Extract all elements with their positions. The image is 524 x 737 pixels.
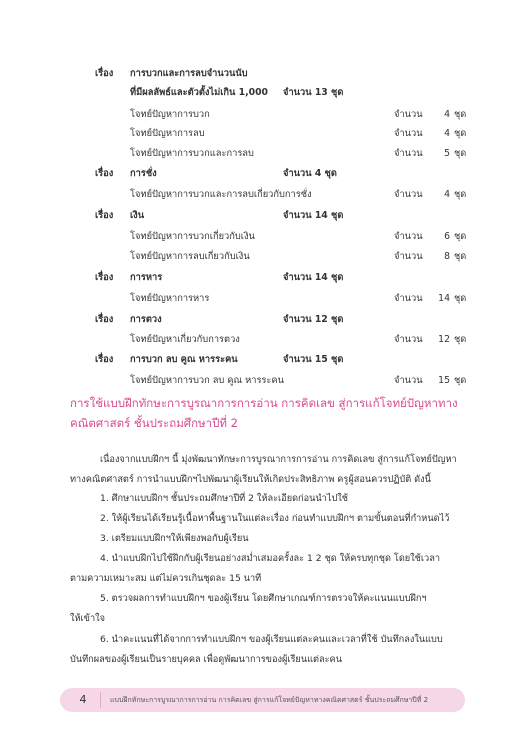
intro-paragraph-continued: ทางคณิตศาสตร์ การนำแบบฝึกฯไปพัฒนาผู้เรียนให้เกิดประสิทธิภาพ ครูผู้สอนควรปฏิบัติ ดังนี้ (70, 474, 431, 485)
item-count: จำนวน 15 ชุด (394, 375, 467, 386)
item-name: โจทย์ปัญหาการบวก (130, 109, 210, 120)
step-item: 1. ศึกษาแบบฝึกฯ ชั้นประถมศึกษาปีที่ 2 ให้ละเอียดก่อนนำไปใช้ (100, 493, 349, 504)
item-count: จำนวน 4 ชุด (394, 128, 467, 139)
step-item-continued: ให้เข้าใจ (70, 613, 105, 624)
footer-title: แบบฝึกทักษะการบูรณาการการอ่าน การคิดเลข สู่การแก้โจทย์ปัญหาทางคณิตศาสตร์ ชั้นประถมศึกษาปีที่ 2 (110, 696, 429, 704)
topic-count: จำนวน 13 ชุด (283, 87, 344, 98)
topic-count: จำนวน 12 ชุด (283, 314, 344, 325)
step-item: 6. นำคะแนนที่ได้จากการทำแบบฝึกฯ ของผู้เรียนแต่ละคนและเวลาที่ใช้ บันทึกลงในแบบ (100, 634, 443, 645)
topic-name: การชั่ง (130, 168, 157, 179)
item-name: โจทย์ปัญหาการบวกเกี่ยวกับเงิน (130, 231, 255, 242)
step-item-continued: บันทึกผลของผู้เรียนเป็นรายบุคคล เพื่อดูพัฒนาการของผู้เรียนแต่ละคน (70, 654, 342, 665)
item-name: โจทย์ปัญหาการบวกและการลบเกี่ยวกับการชั่ง (130, 189, 312, 200)
topic-count: จำนวน 14 ชุด (283, 272, 344, 283)
topic-label: เรื่อง (95, 68, 114, 79)
footer-divider (100, 692, 101, 708)
item-count: จำนวน 12 ชุด (394, 334, 467, 345)
item-count: จำนวน 4 ชุด (394, 189, 467, 200)
topic-name: เงิน (130, 210, 145, 221)
topic-label: เรื่อง (95, 272, 114, 283)
item-name: โจทย์ปัญหาการบวกและการลบ (130, 148, 254, 159)
step-item-continued: ตามความเหมาะสม แต่ไม่ควรเกินชุดละ 15 นาที (70, 573, 262, 584)
item-name: โจทย์ปัญหาเกี่ยวกับการตวง (130, 334, 240, 345)
section-heading-line1: การใช้แบบฝึกทักษะการบูรณาการการอ่าน การคิดเลข สู่การแก้โจทย์ปัญหาทาง (70, 396, 458, 410)
item-name: โจทย์ปัญหาการลบ (130, 128, 205, 139)
topic-name: การบวก ลบ คูณ หารระคน (130, 354, 238, 365)
topic-label: เรื่อง (95, 314, 114, 325)
item-name: โจทย์ปัญหาการหาร (130, 293, 210, 304)
section-heading (70, 393, 470, 433)
item-count: จำนวน 4 ชุด (394, 109, 467, 120)
intro-paragraph: เนื่องจากแบบฝึกฯ นี้ มุ่งพัฒนาทักษะการบูรณาการการอ่าน การคิดเลข สู่การแก้โจทย์ปัญหา (100, 454, 457, 465)
topic-count: จำนวน 14 ชุด (283, 210, 344, 221)
topic-count: จำนวน 4 ชุด (283, 168, 337, 179)
section-heading-line2: คณิตศาสตร์ ชั้นประถมศึกษาปีที่ 2 (70, 416, 238, 430)
topic-name: การหาร (130, 272, 163, 283)
item-name: โจทย์ปัญหาการบวก ลบ คูณ หารระคน (130, 375, 284, 386)
step-item: 5. ตรวจผลการทำแบบฝึกฯ ของผู้เรียน โดยศึกษาเกณฑ์การตรวจให้คะแนนแบบฝึกฯ (100, 593, 427, 604)
item-count: จำนวน 8 ชุด (394, 251, 467, 262)
topic-label: เรื่อง (95, 210, 114, 221)
topic-label: เรื่อง (95, 354, 114, 365)
item-count: จำนวน 14 ชุด (394, 293, 467, 304)
step-item: 3. เตรียมแบบฝึกฯให้เพียงพอกับผู้เรียน (100, 533, 249, 544)
topic-name: การตวง (130, 314, 162, 325)
item-count: จำนวน 6 ชุด (394, 231, 467, 242)
item-name: โจทย์ปัญหาการลบเกี่ยวกับเงิน (130, 251, 250, 262)
topic-label: เรื่อง (95, 168, 114, 179)
step-item: 2. ให้ผู้เรียนได้เรียนรู้เนื้อหาพื้นฐานในแต่ละเรื่อง ก่อนทำแบบฝึกฯ ตามขั้นตอนที่กำหนดไว้ (100, 513, 450, 524)
topic-name: การบวกและการลบจำนวนนับ (130, 68, 248, 79)
step-item: 4. นำแบบฝึกไปใช้ฝึกกับผู้เรียนอย่างสม่ำเสมอครั้งละ 1 2 ชุด ให้ครบทุกชุด โดยใช้เวลา (100, 553, 440, 564)
topic-name-continued: ที่มีผลลัพธ์และตัวตั้งไม่เกิน 1,000 (130, 87, 269, 98)
item-count: จำนวน 5 ชุด (394, 148, 467, 159)
topic-count: จำนวน 15 ชุด (283, 354, 344, 365)
page-number: 4 (79, 693, 87, 706)
